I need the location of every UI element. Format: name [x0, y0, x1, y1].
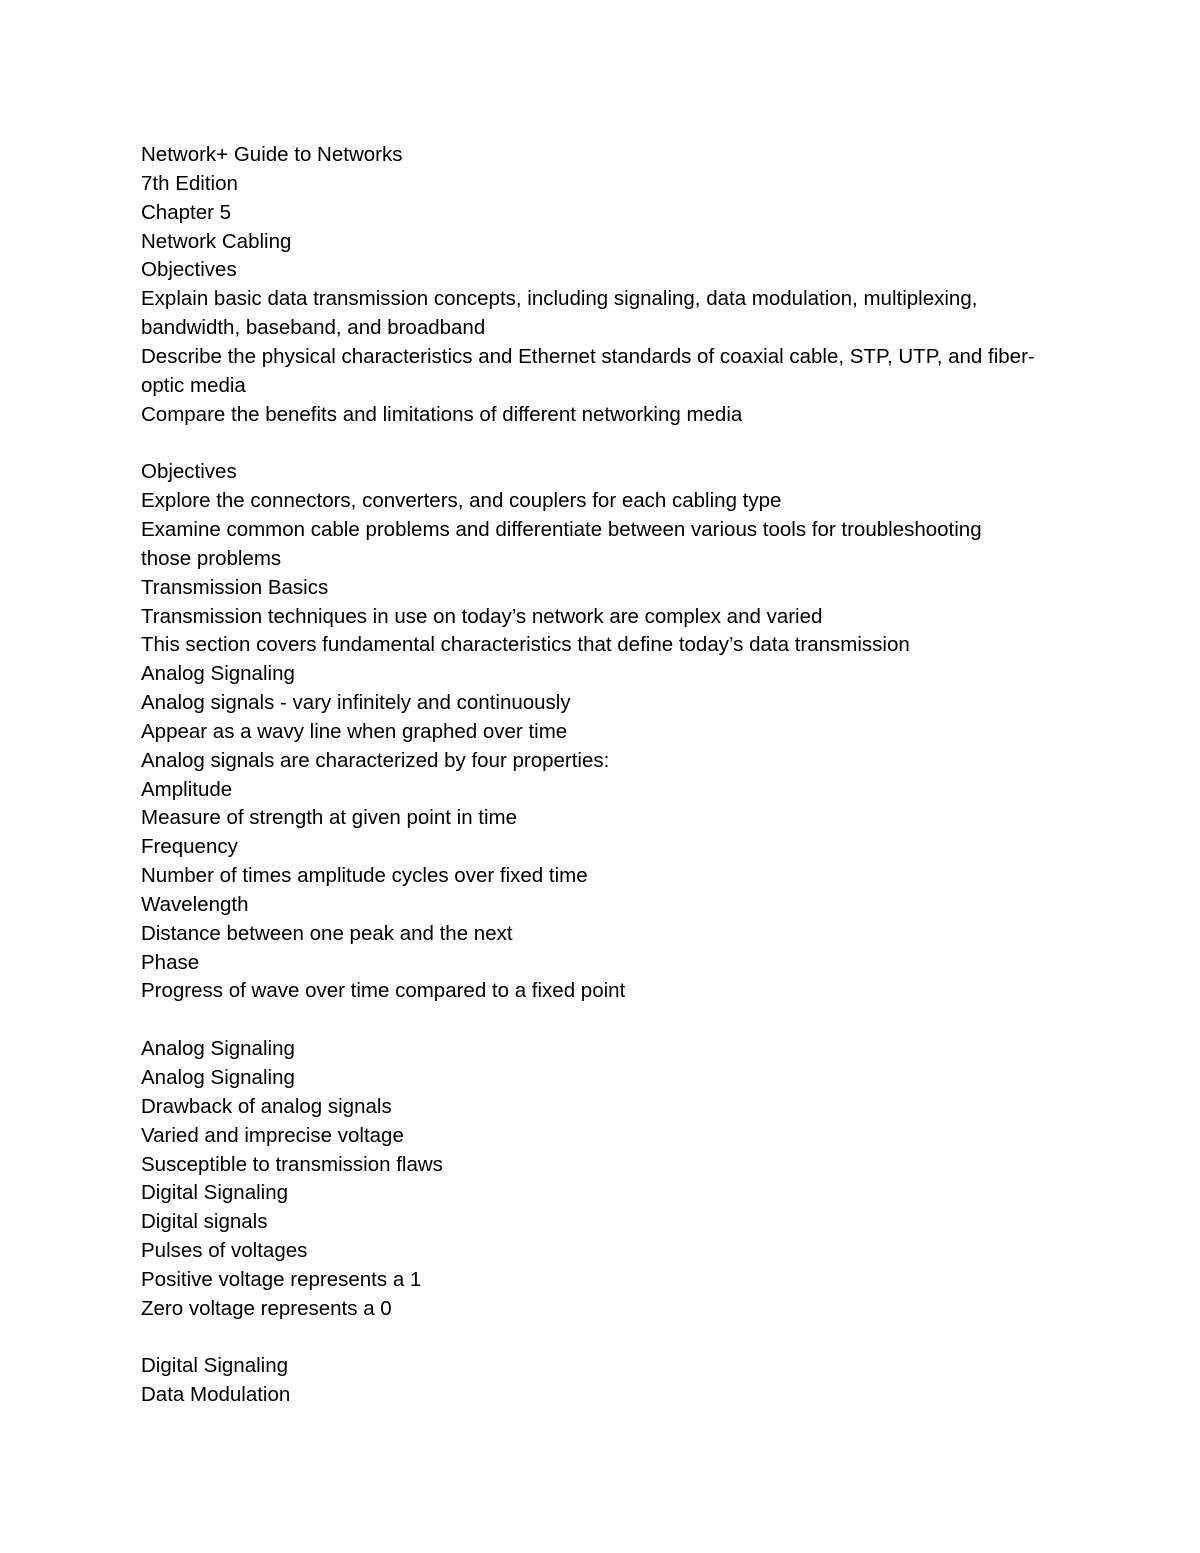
text-line: Explore the connectors, converters, and couplers for each cabling type: [141, 489, 782, 513]
text-line: Explain basic data transmission concepts, including signaling, data modulation, multiplexing,: [141, 287, 978, 311]
text-line: Transmission Basics: [141, 575, 329, 599]
text-line: Phase: [141, 950, 200, 974]
text-line: This section covers fundamental characteristics that define today’s data transmission: [141, 633, 910, 657]
blank-line: [141, 429, 1071, 458]
text-line: Zero voltage represents a 0: [141, 1296, 392, 1320]
text-line: 7th Edition: [141, 171, 238, 195]
text-line: Varied and imprecise voltage: [141, 1123, 404, 1147]
text-line: Objectives: [141, 460, 237, 484]
text-line: Transmission techniques in use on today’s network are complex and varied: [141, 604, 823, 628]
text-line: Analog Signaling: [141, 662, 295, 686]
text-line: bandwidth, baseband, and broadband: [141, 316, 486, 340]
text-line: Distance between one peak and the next: [141, 921, 513, 945]
text-line: Objectives: [141, 258, 237, 282]
text-line: Susceptible to transmission flaws: [141, 1152, 443, 1176]
text-line: Digital Signaling: [141, 1181, 289, 1205]
text-line: Examine common cable problems and differentiate between various tools for troubleshooting: [141, 517, 982, 541]
text-line: Positive voltage represents a 1: [141, 1267, 422, 1291]
text-line: Digital Signaling: [141, 1354, 289, 1378]
text-line: Pulses of voltages: [141, 1239, 308, 1263]
text-line: Network+ Guide to Networks: [141, 143, 403, 166]
text-line: Data Modulation: [141, 1383, 291, 1407]
text-line: Digital signals: [141, 1210, 268, 1234]
text-line: Network Cabling: [141, 229, 292, 253]
text-line: Analog Signaling: [141, 1066, 295, 1089]
text-line: Progress of wave over time compared to a fixed point: [141, 979, 626, 1003]
blank-line: [141, 1006, 1071, 1035]
text-line: Appear as a wavy line when graphed over time: [141, 719, 568, 743]
text-line: Chapter 5: [141, 200, 232, 224]
text-line: Number of times amplitude cycles over fixed time: [141, 864, 588, 888]
text-line: Measure of strength at given point in time: [141, 806, 518, 830]
text-line: those problems: [141, 546, 282, 570]
text-line: Describe the physical characteristics and Ethernet standards of coaxial cable, STP, UTP, and fiber-: [141, 344, 1035, 368]
blank-line: [141, 1324, 1071, 1353]
text-line: Analog Signaling: [141, 1037, 295, 1061]
text-line: Compare the benefits and limitations of different networking media: [141, 402, 743, 426]
text-line: Drawback of analog signals: [141, 1094, 392, 1118]
text-line: Frequency: [141, 835, 238, 859]
text-line: Analog signals are characterized by four properties:: [141, 748, 610, 772]
text-line: optic media: [141, 373, 246, 397]
text-line: Analog signals - vary infinitely and continuously: [141, 691, 571, 715]
document-body: [141, 141, 1071, 1410]
text-line: Wavelength: [141, 892, 249, 916]
text-line: Amplitude: [141, 777, 233, 801]
